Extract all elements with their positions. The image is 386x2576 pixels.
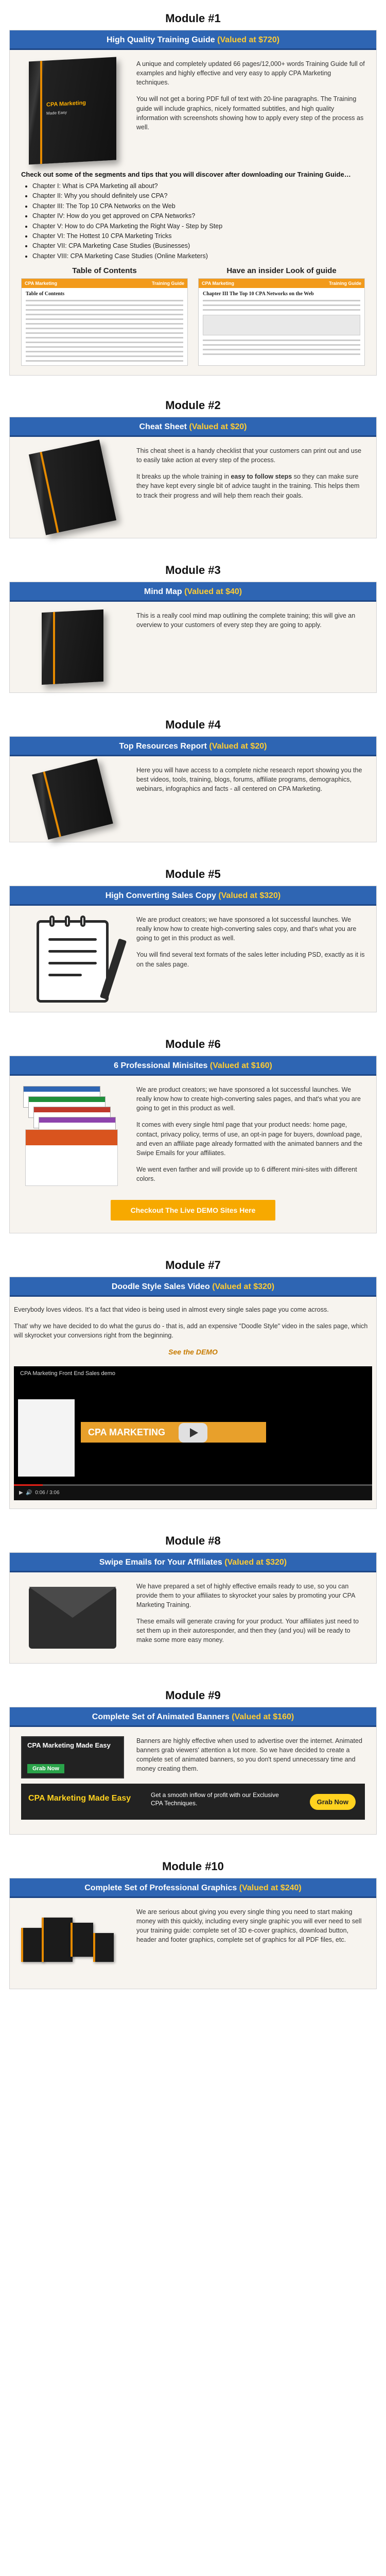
module-10-title: Complete Set of Professional Graphics (84, 1883, 237, 1892)
toc-preview-page (21, 278, 188, 366)
module-5-title: High Converting Sales Copy (105, 891, 216, 900)
module-5-paragraph-1: We are product creators; we have sponsored a lot successful launches. We really know how to create high-converting sales copy, and that's what you are going to get in this product as well. (136, 916, 357, 942)
module-2-heading: Module #2 (165, 399, 221, 412)
module-2-box (9, 417, 377, 538)
chapter-item: • Chapter I: What is CPA Marketing all about? (32, 181, 365, 191)
module-6-title: 6 Professional Minisites (114, 1061, 208, 1070)
module-1-value: (Valued at $720) (217, 36, 280, 44)
minisites-preview (21, 1085, 124, 1188)
chapter-list (32, 181, 365, 261)
module-10-title-bar (10, 1878, 376, 1898)
mini-toc-title: Table of Contents (26, 291, 65, 297)
module-5-paragraph-2: You will find several text formats of the sales letter including PSD, exactly as it is on the sales page. (136, 951, 365, 968)
module-10-paragraph-1: We are serious about giving you every single thing you need to start making money with this quickly, including every single graphic you will ever need to sell your training guide: complete set of 3D e-cover graphics, download button, header and footer graphics, complete set of graphics for all PDF files, etc. (136, 1908, 362, 1943)
module-8-paragraph-1: We have prepared a set of highly effective emails ready to use, so you can provide them to your affiliates to skyrocket your sales by promoting your CPA Marketing Training. (136, 1582, 355, 1608)
video-brand-banner: CPA MARKETING (81, 1422, 266, 1443)
video-controls[interactable]: ▶ 🔊 0:06 / 3:06 (14, 1486, 372, 1500)
mini-guide: Training Guide (151, 281, 184, 286)
module-3-title-bar (10, 582, 376, 602)
envelope-icon (21, 1582, 124, 1654)
module-3-heading: Module #3 (165, 564, 221, 577)
chapter-item: • Chapter II: Why you should definitely use CPA? (32, 191, 365, 201)
chapter-item: • Chapter V: How to do CPA Marketing the Right Way - Step by Step (32, 222, 365, 231)
mini-brand: CPA Marketing (25, 281, 58, 286)
module-8-title-bar (10, 1553, 376, 1572)
insider-look-label: Have an insider Look of guide (226, 266, 337, 275)
module-6-box (9, 1056, 377, 1233)
module-6-heading: Module #6 (165, 1038, 221, 1050)
graphics-bundle-preview (21, 1907, 124, 1979)
sales-video-player[interactable] (14, 1366, 372, 1500)
module-5-box (9, 886, 377, 1012)
see-the-demo-label: See the DEMO (168, 1347, 218, 1356)
module-4-title: Top Resources Report (119, 742, 207, 751)
module-9-heading: Module #9 (165, 1688, 221, 1702)
module-7-box (9, 1277, 377, 1509)
module-7-value: (Valued at $320) (212, 1282, 275, 1292)
module-6-paragraph-2: It comes with every single html page that your product needs: home page, contact, privacy policy, terms of use, an opt-in page for buyers, download page, and even an affiliate page already formatted with the animated banners and the Swipe Emails for your affiliates. (136, 1121, 362, 1157)
cheat-sheet-cover (21, 446, 124, 529)
module-2-paragraph-2: It breaks up the whole training in easy to follow steps so they can make sure they have kept every single bit of advice taught in the training. This helps them to track their progress and will help them reach their goals. (136, 473, 360, 499)
chapter-item: • Chapter VI: The Hottest 10 CPA Marketing Tricks (32, 231, 365, 241)
module-4-heading: Module #4 (165, 718, 221, 731)
ebook-cover-subtitle: Made Easy (46, 110, 67, 116)
module-7-title-bar (10, 1277, 376, 1297)
module-3-title: Mind Map (144, 587, 182, 596)
module-1-heading: Module #1 (165, 12, 221, 25)
module-7-paragraph-1: Everybody loves videos. It's a fact that video is being used in almost every single sales page you come across. (14, 1306, 329, 1314)
module-8-heading: Module #8 (165, 1534, 221, 1547)
module-2-paragraph-1: This cheat sheet is a handy checklist that your customers can print out and use to easily take action at every step of the process. (136, 447, 362, 464)
module-10-heading: Module #10 (162, 1859, 224, 1873)
mini-brand: CPA Marketing (202, 281, 235, 286)
animated-banner-wide: CPA Marketing Made Easy Get a smooth inflow of profit with our Exclusive CPA Techniques. Grab Now (21, 1784, 365, 1820)
live-demo-sites-button[interactable]: Checkout The Live DEMO Sites Here (111, 1200, 275, 1221)
module-4-paragraph-1: Here you will have access to a complete niche research report showing you the best videos, tools, training, blogs, forums, affiliate programs, demographics, webinars, infographics and facts - all centered on CPA Marketing. (136, 767, 362, 793)
module-5-heading: Module #5 (165, 868, 221, 880)
module-1-segments-intro: Check out some of the segments and tips that you will discover after downloading our Training Guide… (21, 171, 351, 178)
module-8-value: (Valued at $320) (224, 1557, 287, 1567)
module-9-title: Complete Set of Animated Banners (92, 1712, 230, 1721)
chapter-item: • Chapter VII: CPA Marketing Case Studies (Businesses) (32, 241, 365, 251)
module-6-paragraph-1: We are product creators; we have sponsored a lot successful launches. We really know how to create high-converting sales pages, and that's what you are going to get in this product as well. (136, 1086, 361, 1112)
module-1-title: High Quality Training Guide (106, 36, 215, 44)
module-10-value: (Valued at $240) (239, 1883, 302, 1892)
module-9-title-bar (10, 1707, 376, 1727)
module-1-paragraph-1: A unique and completely updated 66 pages/12,000+ words Training Guide full of examples and highly effective and very easy to apply CPA Marketing techniques. (136, 60, 365, 87)
mini-chapter-title: Chapter III The Top 10 CPA Networks on the Web (203, 291, 314, 297)
module-7-title: Doodle Style Sales Video (111, 1282, 210, 1292)
module-5-value: (Valued at $320) (218, 891, 281, 900)
play-icon[interactable] (179, 1423, 207, 1443)
ebook-cover-title: CPA Marketing (46, 99, 86, 108)
module-10-box (9, 1878, 377, 1989)
video-title: CPA Marketing Front End Sales demo (20, 1370, 116, 1377)
toc-preview-label: Table of Contents (72, 266, 137, 275)
training-guide-ebook-cover (21, 59, 124, 162)
module-9-paragraph-1: Banners are highly effective when used to advertise over the internet. Animated banners grab viewers' attention a lot more. So we have decided to create a complete set of animated banners, so you don't spend unnecessary time and money creating them. (136, 1737, 362, 1772)
banner-samples (21, 1736, 124, 1784)
notepad-icon (21, 915, 124, 1003)
module-8-title: Swipe Emails for Your Affiliates (99, 1557, 222, 1567)
module-2-value: (Valued at $20) (189, 422, 247, 431)
video-time: 0:06 / 3:06 (35, 1489, 60, 1496)
resources-report-cover (21, 766, 124, 833)
module-1-box (9, 30, 377, 376)
module-8-paragraph-2: These emails will generate craving for your product. Your affiliates just need to set them up in their autoresponder, and then they (and you) will be ready to make some more easy money. (136, 1617, 359, 1644)
module-6-value: (Valued at $160) (209, 1061, 272, 1070)
animated-banner-dark: CPA Marketing Made Easy Grab Now (21, 1736, 124, 1778)
module-3-paragraph-1: This is a really cool mind map outlining the complete training; this will give an overview to your customers of every step they are going to apply. (136, 612, 356, 629)
module-4-box (9, 736, 377, 842)
insider-preview-page (198, 278, 365, 366)
module-1-title-bar (10, 30, 376, 50)
module-1-paragraph-2: You will not get a boring PDF full of text with 20-line paragraphs. The Training guide will include graphics, nicely formatted subtitles, and high quality information with screenshots showing how to apply every step of the process as well. (136, 95, 364, 131)
chapter-item: • Chapter IV: How do you get approved on CPA Networks? (32, 211, 365, 221)
module-7-paragraph-2: That' why we have decided to do what the gurus do - that is, add an expensive "Doodle Style" video in the sales page, which will skyrocket your conversions right from the beginning. (14, 1323, 368, 1340)
module-4-value: (Valued at $20) (209, 742, 267, 751)
module-6-paragraph-3: We went even farther and will provide up to 6 different mini-sites with different colors. (136, 1165, 357, 1182)
module-4-title-bar (10, 737, 376, 756)
module-9-box (9, 1707, 377, 1835)
module-9-value: (Valued at $160) (232, 1712, 294, 1721)
module-6-title-bar (10, 1056, 376, 1076)
module-8-box (9, 1552, 377, 1664)
chapter-item: • Chapter III: The Top 10 CPA Networks on the Web (32, 201, 365, 211)
module-5-title-bar (10, 886, 376, 906)
module-3-value: (Valued at $40) (184, 587, 242, 596)
module-2-title-bar (10, 417, 376, 437)
mind-map-cover (21, 611, 124, 683)
mini-guide: Training Guide (328, 281, 361, 286)
module-2-title: Cheat Sheet (139, 422, 187, 431)
module-7-heading: Module #7 (165, 1259, 221, 1272)
chapter-item: • Chapter VIII: CPA Marketing Case Studies (Online Marketers) (32, 251, 365, 261)
module-3-box (9, 582, 377, 693)
